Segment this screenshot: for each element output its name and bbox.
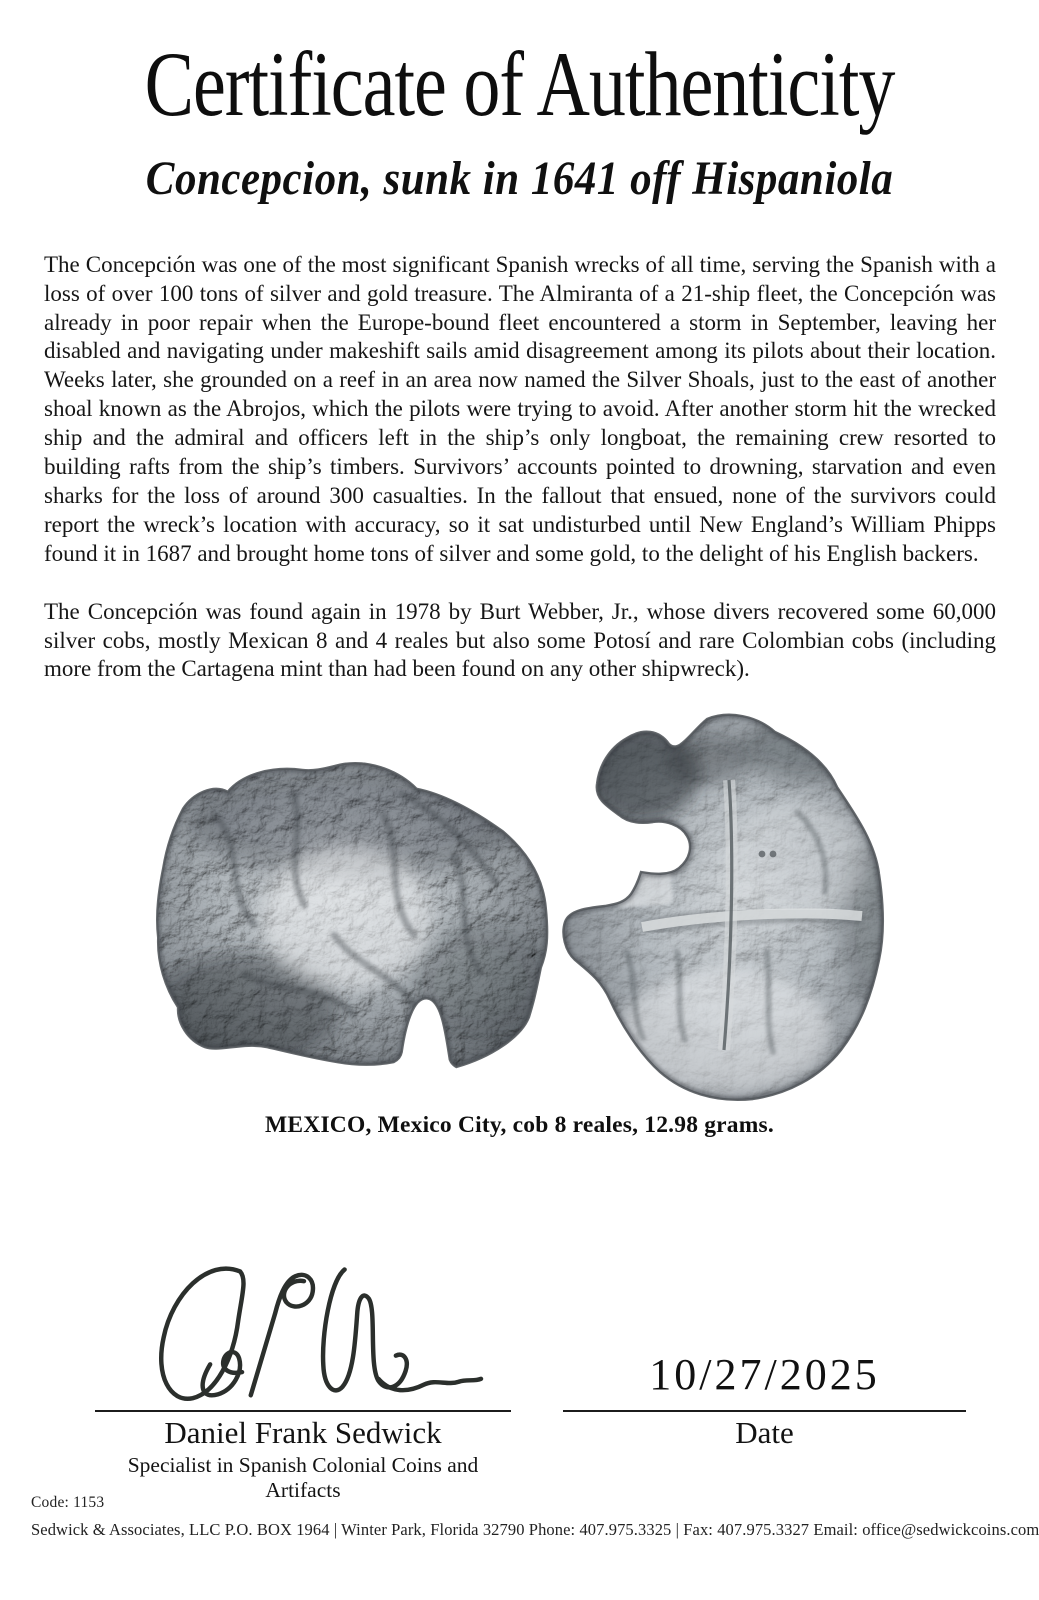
date-label: Date	[735, 1415, 794, 1450]
coin-photos	[0, 702, 1039, 1104]
signature-area	[95, 1246, 511, 1410]
signer-title: Specialist in Spanish Colonial Coins and Artifacts	[127, 1453, 479, 1502]
history-paragraph-2: The Concepción was found again in 1978 by Burt Webber, Jr., whose divers recovered some 60,000 silver cobs, mostly Mexican 8 and 4 reales but also some Potosí and rare Colombian cobs (including more from the Cartagena mint than had been found on any other shipwreck).	[44, 598, 996, 682]
certificate-footer	[31, 1494, 1039, 1540]
date-line	[563, 1410, 966, 1412]
certificate-subtitle: Concepcion, sunk in 1641 off Hispaniola	[145, 152, 894, 205]
date-block	[563, 1246, 966, 1503]
signer-block	[95, 1246, 511, 1503]
company-contact-line: Sedwick & Associates, LLC P.O. BOX 1964 | Winter Park, Florida 32790 Phone: 407.975.3325 | Fax: 407.975.3327 Email: office@sedwickcoins.com	[31, 1520, 1039, 1539]
coin-reverse-photo	[557, 702, 887, 1102]
coin-obverse-photo	[153, 754, 551, 1072]
history-paragraph-1: The Concepción was one of the most significant Spanish wrecks of all time, serving the Spanish with a loss of over 100 tons of silver and gold treasure. The Almiranta of a 21-ship fleet, the Concepción was already in poor repair when the Europe-bound fleet encountered a storm in September, leaving her disabled and navigating under makeshift sails amid disagreement among its pilots about their location. Weeks later, she grounded on a reef in an area now named the Silver Shoals, just to the east of another shoal known as the Abrojos, which the pilots were trying to avoid. After another storm hit the wrecked ship and the admiral and officers left in the ship’s only longboat, the remaining crew resorted to building rafts from the ship’s timbers. Survivors’ accounts pointed to drowning, starvation and even sharks for the loss of around 300 casualties. In the fallout that ensued, none of the survivors could report the wreck’s location with accuracy, so it sat undisturbed until New England’s William Phipps found it in 1687 and brought home tons of silver and some gold, to the delight of his English backers.	[44, 251, 996, 566]
signer-name: Daniel Frank Sedwick	[164, 1415, 442, 1450]
signature-line	[95, 1410, 511, 1412]
signature-section	[0, 1246, 1039, 1503]
certificate-title: Certificate of Authenticity	[144, 34, 895, 136]
coin-caption: MEXICO, Mexico City, cob 8 reales, 12.98 grams.	[265, 1112, 774, 1139]
date-value: 10/27/2025	[649, 1350, 880, 1399]
certificate-masthead	[0, 0, 1039, 205]
certificate-code: Code: 1153	[31, 1494, 105, 1511]
certificate-body	[44, 251, 996, 685]
signature-handwriting	[95, 1250, 511, 1410]
